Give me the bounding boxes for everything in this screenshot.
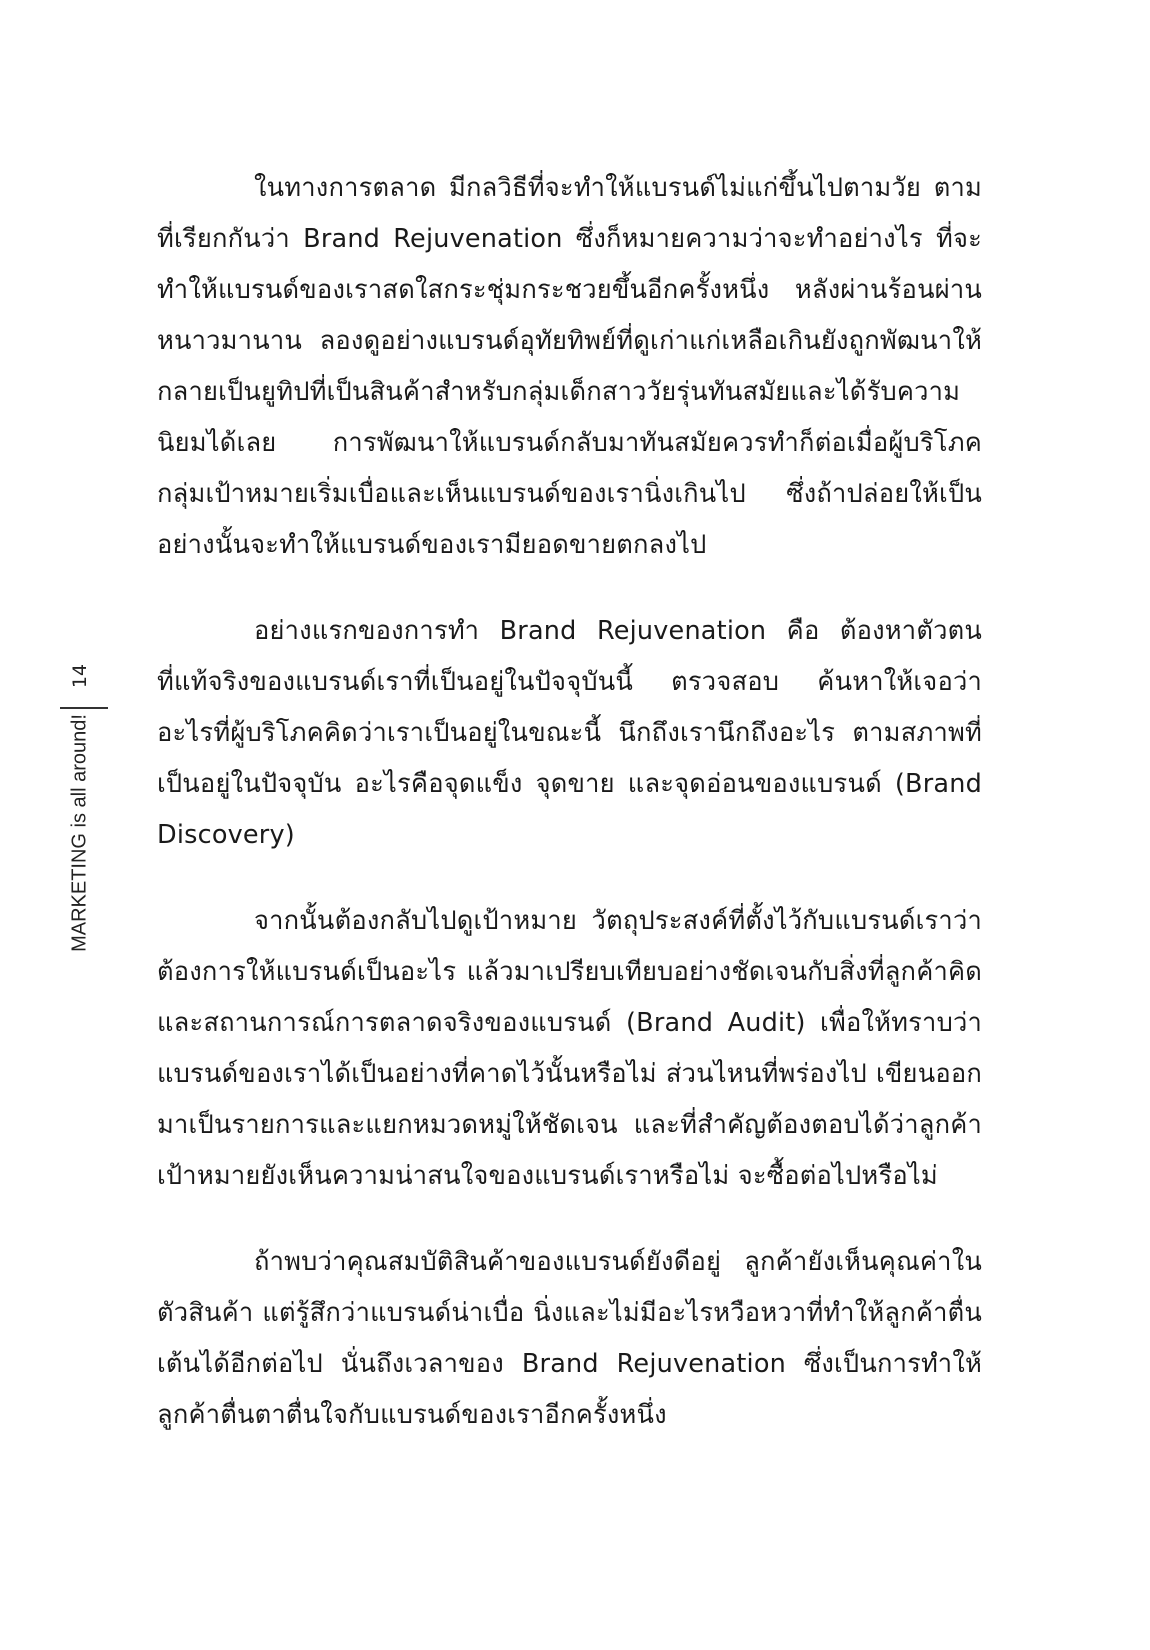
body-text <box>157 163 982 1476</box>
page-number: 14 <box>69 663 91 689</box>
running-book-title: MARKETING is all around! <box>68 714 91 952</box>
side-divider <box>60 707 108 709</box>
paragraph-3: จากนั้นต้องกลับไปดูเป้าหมาย วัตถุประสงค์ที่ตั้งไว้กับแบรนด์เราว่าต้องการให้แบรนด์เป็นอะไร แล้วมาเปรียบเทียบอย่างชัดเจนกับสิ่งที่ลูกค้าคิด และสถานการณ์การตลาดจริงของแบรนด์ (Brand Audit) เพื่อให้ทราบว่าแบรนด์ของเราได้เป็นอย่างที่คาดไว้นั้นหรือไม่ ส่วนไหนที่พร่องไป เขียนออกมาเป็นรายการและแยกหมวดหมู่ให้ชัดเจน และที่สำคัญต้องตอบได้ว่าลูกค้าเป้าหมายยังเห็นความน่าสนใจของแบรนด์เราหรือไม่ จะซื้อต่อไปหรือไม่ <box>157 906 982 1191</box>
paragraph-4: ถ้าพบว่าคุณสมบัติสินค้าของแบรนด์ยังดีอยู่ ลูกค้ายังเห็นคุณค่าในตัวสินค้า แต่รู้สึกว่าแบรนด์น่าเบื่อ นิ่งและไม่มีอะไรหวือหวาที่ทำให้ลูกค้าตื่นเต้นได้อีกต่อไป นั่นถึงเวลาของ Brand Rejuvenation ซึ่งเป็นการทำให้ลูกค้าตื่นตาตื่นใจกับแบรนด์ของเราอีกครั้งหนึ่ง <box>157 1247 982 1430</box>
paragraph-1: ในทางการตลาด มีกลวิธีที่จะทำให้แบรนด์ไม่แก่ขึ้นไปตามวัย ตามที่เรียกกันว่า Brand Rejuvenation ซึ่งก็หมายความว่าจะทำอย่างไร ที่จะทำให้แบรนด์ของเราสดใสกระชุ่มกระชวยขึ้นอีกครั้งหนึ่ง หลังผ่านร้อนผ่านหนาวมานาน ลองดูอย่างแบรนด์อุทัยทิพย์ที่ดูเก่าแก่เหลือเกินยังถูกพัฒนาให้กลายเป็นยูทิปที่เป็นสินค้าสำหรับกลุ่มเด็กสาววัยรุ่นทันสมัยและได้รับความนิยมได้เลย การพัฒนาให้แบรนด์กลับมาทันสมัยควรทำก็ต่อเมื่อผู้บริโภคกลุ่มเป้าหมายเริ่มเบื่อและเห็นแบรนด์ของเรานิ่งเกินไป ซึ่งถ้าปล่อยให้เป็นอย่างนั้นจะทำให้แบรนด์ของเรามียอดขายตกลงไป <box>157 173 982 560</box>
paragraph-2: อย่างแรกของการทำ Brand Rejuvenation คือ ต้องหาตัวตนที่แท้จริงของแบรนด์เราที่เป็นอยู่ในปัจจุบันนี้ ตรวจสอบ ค้นหาให้เจอว่า อะไรที่ผู้บริโภคคิดว่าเราเป็นอยู่ในขณะนี้ นึกถึงเรานึกถึงอะไร ตามสภาพที่เป็นอยู่ในปัจจุบัน อะไรคือจุดแข็ง จุดขาย และจุดอ่อนของแบรนด์ (Brand Discovery) <box>157 616 982 850</box>
